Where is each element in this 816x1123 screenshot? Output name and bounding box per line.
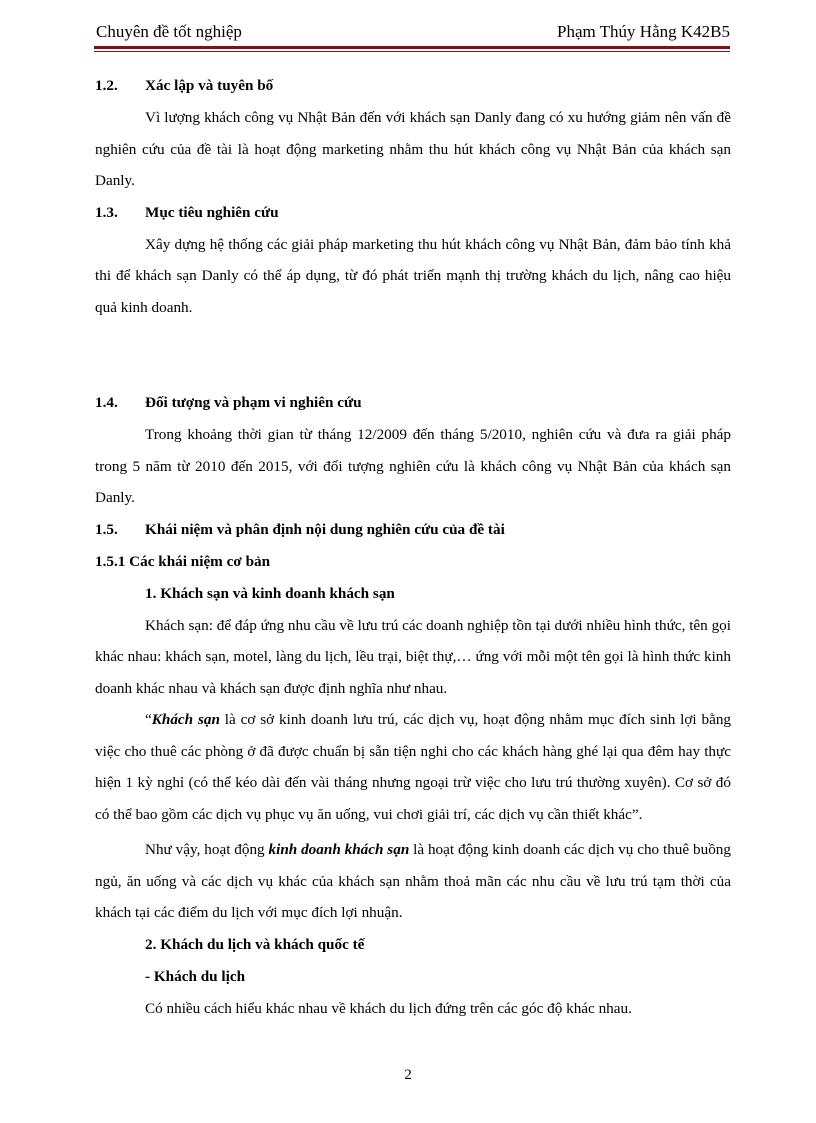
subheading-hotel: 1. Khách sạn và kinh doanh khách sạn [145, 584, 395, 602]
text-run: là hoạt động kinh doanh các dịch vụ cho thuê buồng ngủ, ăn uống và các dịch vụ khác của khách sạn nhằm thoả mãn các nhu cầu về lưu trú tạm thời của khách tại các điểm du lịch với mục đích lợi nhuận. [95, 841, 731, 921]
definition-text: là cơ sở kinh doanh lưu trú, các dịch vụ, hoạt động nhằm mục đích sinh lợi bằng việc cho thuê các phòng ở đã được chuẩn bị sẵn tiện nghi cho các khách hàng ghé lại qua đêm hay thực hiện 1 kỳ nghỉ (có thể kéo dài đến vài tháng nhưng ngoại trừ việc cho lưu trú thường xuyên). Cơ sở đó có thể bao gồm các dịch vụ phục vụ ăn uống, vui chơi giải trí, các dịch vụ cần thiết khác”. [95, 711, 732, 823]
heading-1-2 [95, 70, 731, 102]
paragraph: Trong khoảng thời gian từ tháng 12/2009 đến tháng 5/2010, nghiên cứu và đưa ra giải pháp trong 5 năm từ 2010 đến 2015, với đối tượng nghiên cứu là khách công vụ Nhật Bản của khách sạn Danly. [95, 426, 731, 506]
heading-number: 1.5. [95, 520, 118, 538]
text-run: Như vậy, hoạt động [145, 841, 269, 858]
paragraph: Khách sạn: để đáp ứng nhu cầu về lưu trú các doanh nghiệp tồn tại dưới nhiều hình thức, tên gọi khác nhau: khách sạn, motel, làng du lịch, lều trại, biệt thự,… ứng với mỗi một tên gọi là hình thức kinh doanh khác nhau và khách sạn được định nghĩa như nhau. [95, 616, 731, 697]
term-hotel-business: kinh doanh khách sạn [268, 841, 410, 858]
header-rule-thick [94, 46, 730, 49]
heading-1-4 [95, 387, 731, 419]
open-quote: “ [145, 711, 152, 728]
paragraph [95, 834, 731, 929]
blank-space [95, 323, 731, 387]
heading-title: Mục tiêu nghiên cứu [145, 203, 279, 221]
heading-number: 1.2. [95, 77, 118, 94]
page-body [95, 70, 731, 1024]
page-header [94, 22, 730, 44]
paragraph: Có nhiều cách hiểu khác nhau về khách du lịch đứng trên các góc độ khác nhau. [145, 999, 632, 1017]
subheading-tourist-dash: - Khách du lịch [145, 967, 246, 985]
heading-1-3 [95, 197, 731, 229]
heading-1-5-1: 1.5.1 Các khái niệm cơ bản [95, 552, 271, 570]
heading-title: Đối tượng và phạm vi nghiên cứu [145, 394, 362, 411]
heading-title: Khái niệm và phân định nội dung nghiên cứu của đề tài [145, 520, 505, 538]
subheading-tourists: 2. Khách du lịch và khách quốc tế [145, 935, 365, 953]
heading-number: 1.4. [95, 394, 118, 411]
header-rule-thin [94, 51, 730, 52]
paragraph: Vì lượng khách công vụ Nhật Bản đến với khách sạn Danly đang có xu hướng giảm nên vấn đề nghiên cứu của đề tài là hoạt động marketing nhằm thu hút khách công vụ Nhật Bản của khách sạn Danly. [95, 109, 731, 189]
header-author: Phạm Thúy Hằng K42B5 [557, 22, 730, 41]
header-doc-title: Chuyên đề tốt nghiệp [96, 22, 242, 41]
paragraph: Xây dựng hệ thống các giải pháp marketing thu hút khách công vụ Nhật Bản, đảm bảo tính khả thi để khách sạn Danly có thể áp dụng, từ đó phát triển mạnh thị trường khách du lịch, nâng cao hiệu quả kinh doanh. [95, 235, 731, 316]
heading-number: 1.3. [95, 203, 118, 221]
page-number: 2 [404, 1066, 412, 1083]
paragraph-definition [95, 704, 731, 830]
term-hotel: Khách sạn [151, 711, 220, 728]
heading-title: Xác lập và tuyên bố [145, 77, 274, 94]
heading-1-5 [95, 514, 731, 546]
